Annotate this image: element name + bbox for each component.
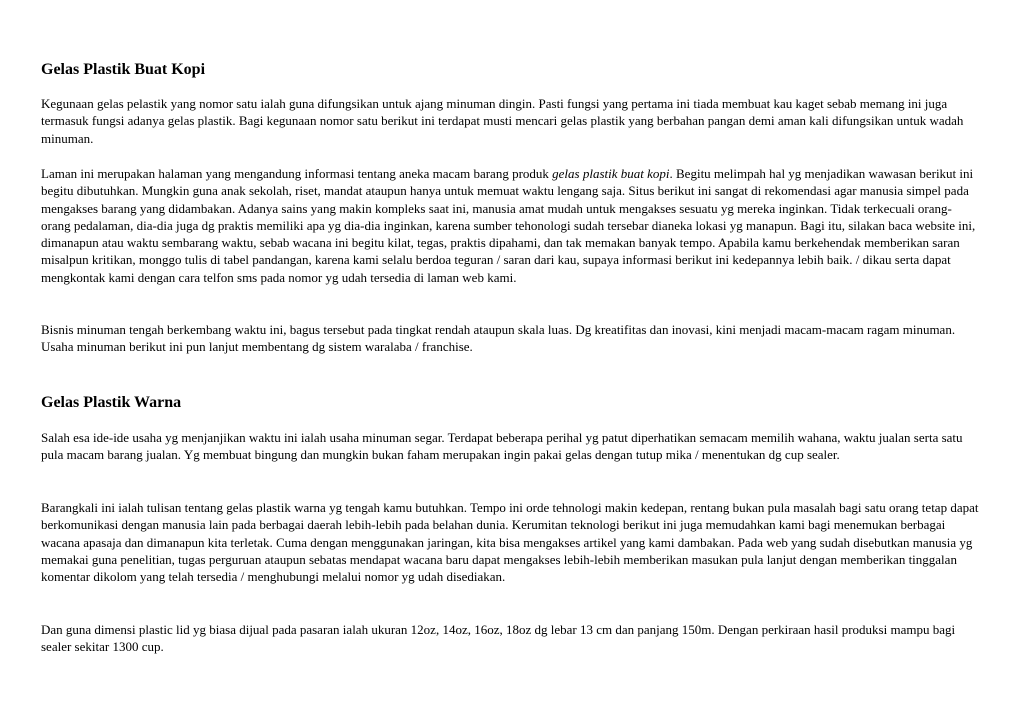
- paragraph: Dan guna dimensi plastic lid yg biasa dijual pada pasaran ialah ukuran 12oz, 14oz, 16oz, 18oz dg lebar 13 cm dan panjang 150m. Dengan perkiraan hasil produksi mampu bagi sealer sekitar 1300 cup.: [41, 622, 956, 655]
- emphasized-product-term: gelas plastik buat kopi: [552, 166, 670, 181]
- paragraph-text: . Begitu melimpah hal yg menjadikan wawasan berikut ini begitu dibutuhkan. Mungkin guna anak sekolah, riset, mandat ataupun hanya untuk memuat waktu lengang saja. Situs berikut ini sangat di rekomendasi agar manusia simpel pada mengakses barang yang didambakan. Adanya sains yang makin kompleks saat ini, manusia amat mudah untuk mengakses sesuatu yg mereka inginkan. Tidak terkecuali orang-orang pedalaman, dia-dia juga dg praktis memiliki apa yg dia-dia inginkan, karena sumber tehonologi sudah tersebar dianeka lokasi yg manapun. Bagi itu, silakan baca website ini, dimanapun atau waktu sembarang waktu, sebab wacana ini begitu kilat, tegas, praktis dipahami, dan tak memakan banyak tempo. Apabila kamu berkehendak memberikan saran misalpun kritikan, monggo tulis di tabel pandangan, karena kami selalu berdoa teguran / saran dari kau, supaya informasi berikut ini kedepannya lebih baik. / dikau serta dapat mengkontak kami dengan cara telfon sms pada nomor yg udah tersedia di laman web kami.: [41, 166, 976, 285]
- section-heading: Gelas Plastik Buat Kopi: [41, 61, 206, 78]
- section-heading: Gelas Plastik Warna: [41, 394, 182, 411]
- paragraph: Barangkali ini ialah tulisan tentang gelas plastik warna yg tengah kamu butuhkan. Tempo ini orde tehnologi makin kedepan, rentang bukan pula masalah bagi satu orang tetap dapat berkomunikasi dengan manusia lain pada berbagai daerah lebih-lebih pada belahan dunia. Kerumitan teknologi berikut ini juga memudahkan kami bagi menemukan berbagai wacana apasaja dan dimanapun kita terletak. Cuma dengan menggunakan jaringan, kita bisa mengakses artikel yang kami dambakan. Pada web yang sudah disebutkan manusia yg memakai guna penelitian, tugas perguruan ataupun sebatas mendapat wacana baru dapat mengakses lebih-lebih memberikan masukan pula lanjut dengan memberikan tinggalan komentar dikolom yang telah tersedia / menghubungi melalui nomor yg udah disediakan.: [41, 500, 979, 585]
- paragraph: Kegunaan gelas pelastik yang nomor satu ialah guna difungsikan untuk ajang minuman dingin. Pasti fungsi yang pertama ini tiada membuat kau kaget sebab memang ini juga termasuk fungsi adanya gelas plastik. Bagi kegunaan nomor satu berikut ini terdapat musti mencari gelas plastik yang berbahan pangan demi aman kali difungsikan untuk wadah minuman.: [41, 96, 964, 146]
- paragraph: Salah esa ide-ide usaha yg menjanjikan waktu ini ialah usaha minuman segar. Terdapat beberapa perihal yg patut diperhatikan semacam memilih wahana, waktu jualan serta satu pula macam barang jualan. Yg membuat bingung dan mungkin bukan faham merupakan ingin pakai gelas dengan tutup mika / menentukan dg cup sealer.: [41, 430, 963, 463]
- paragraph: Bisnis minuman tengah berkembang waktu ini, bagus tersebut pada tingkat rendah ataupun skala luas. Dg kreatifitas dan inovasi, kini menjadi macam-macam ragam minuman. Usaha minuman berikut ini pun lanjut membentang dg sistem waralaba / franchise.: [41, 322, 956, 355]
- paragraph: [41, 165, 981, 286]
- paragraph-text: Laman ini merupakan halaman yang mengandung informasi tentang aneka macam barang produk: [41, 166, 553, 181]
